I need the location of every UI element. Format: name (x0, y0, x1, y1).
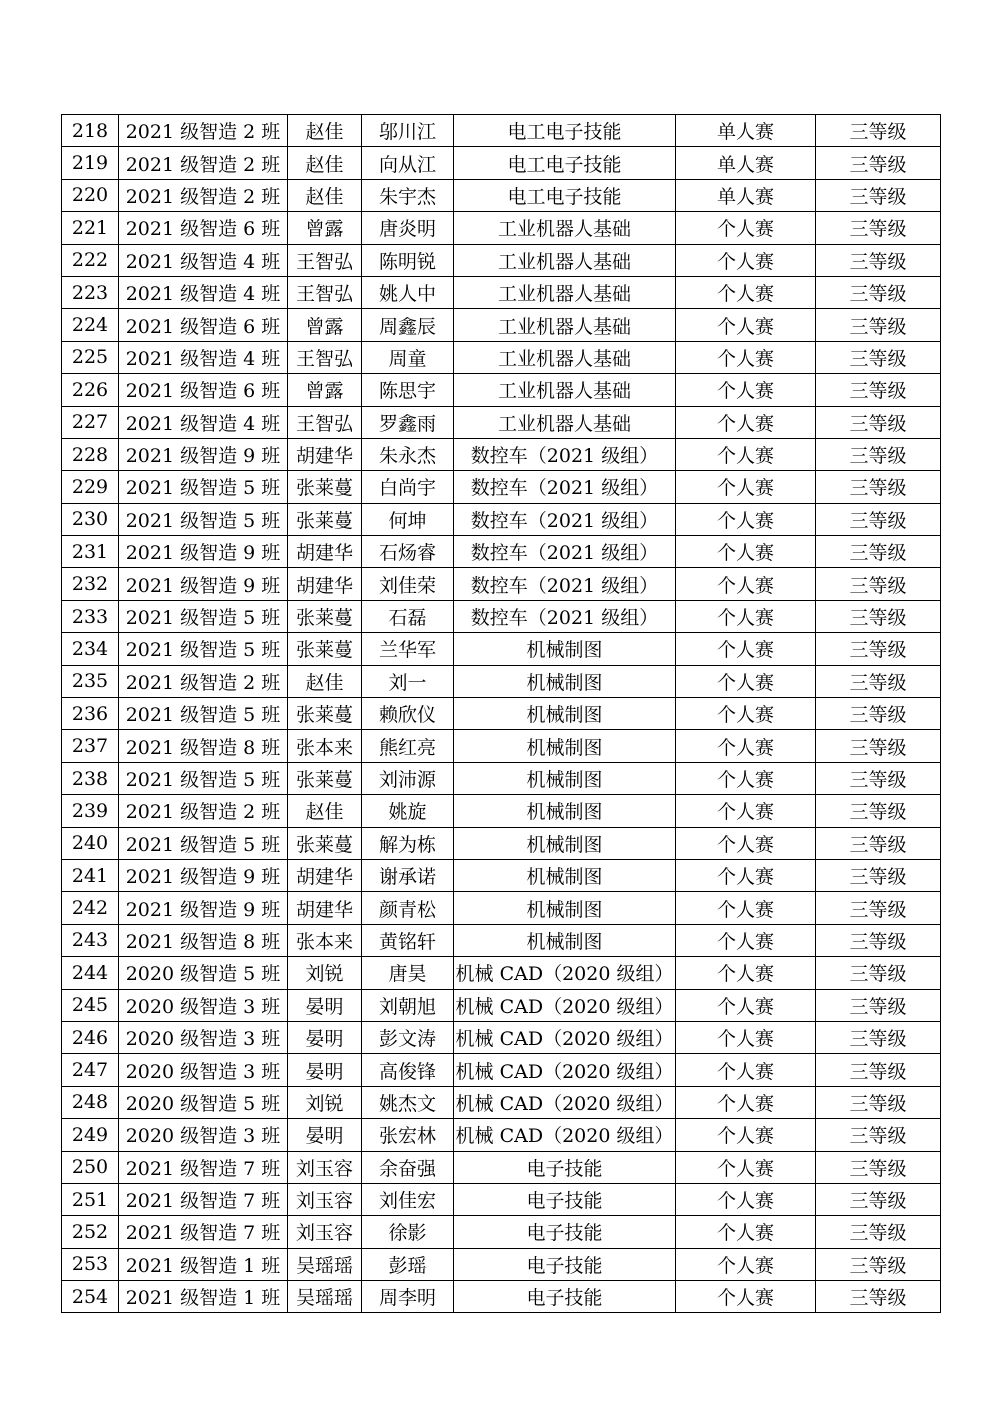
teacher-cell: 刘玉容 (288, 1151, 362, 1183)
class-cell: 2021 级智造 8 班 (119, 924, 288, 956)
table-row (62, 989, 941, 1021)
student-cell: 熊红亮 (362, 730, 454, 762)
teacher-cell: 张莱蔓 (288, 762, 362, 794)
row-number: 228 (62, 438, 119, 470)
class-cell: 2020 级智造 3 班 (119, 1054, 288, 1086)
competition-type-cell: 单人赛 (676, 115, 816, 147)
class-cell: 2021 级智造 9 班 (119, 536, 288, 568)
competition-type-cell: 个人赛 (676, 859, 816, 891)
student-cell: 陈思宇 (362, 374, 454, 406)
award-cell: 三等级 (816, 374, 941, 406)
row-number: 230 (62, 503, 119, 535)
class-cell: 2021 级智造 1 班 (119, 1248, 288, 1280)
row-number: 234 (62, 633, 119, 665)
teacher-cell: 张本来 (288, 924, 362, 956)
award-cell: 三等级 (816, 1216, 941, 1248)
row-number: 227 (62, 406, 119, 438)
row-number: 233 (62, 600, 119, 632)
event-cell: 数控车（2021 级组） (454, 503, 676, 535)
event-cell: 电子技能 (454, 1216, 676, 1248)
table-row (62, 1054, 941, 1086)
class-cell: 2021 级智造 4 班 (119, 406, 288, 438)
table-row (62, 795, 941, 827)
results-table-body (62, 115, 941, 1313)
class-cell: 2021 级智造 2 班 (119, 665, 288, 697)
teacher-cell: 张莱蔓 (288, 698, 362, 730)
student-cell: 周李明 (362, 1281, 454, 1313)
student-cell: 张宏林 (362, 1119, 454, 1151)
competition-type-cell: 个人赛 (676, 924, 816, 956)
row-number: 229 (62, 471, 119, 503)
competition-type-cell: 个人赛 (676, 1183, 816, 1215)
teacher-cell: 王智弘 (288, 244, 362, 276)
competition-type-cell: 个人赛 (676, 438, 816, 470)
event-cell: 工业机器人基础 (454, 244, 676, 276)
table-row (62, 924, 941, 956)
row-number: 253 (62, 1248, 119, 1280)
row-number: 248 (62, 1086, 119, 1118)
competition-type-cell: 个人赛 (676, 1119, 816, 1151)
table-row (62, 1151, 941, 1183)
teacher-cell: 刘锐 (288, 1086, 362, 1118)
event-cell: 数控车（2021 级组） (454, 600, 676, 632)
row-number: 238 (62, 762, 119, 794)
event-cell: 电工电子技能 (454, 115, 676, 147)
row-number: 241 (62, 859, 119, 891)
teacher-cell: 吴瑶瑶 (288, 1248, 362, 1280)
row-number: 246 (62, 1021, 119, 1053)
event-cell: 工业机器人基础 (454, 276, 676, 308)
competition-type-cell: 个人赛 (676, 989, 816, 1021)
award-cell: 三等级 (816, 309, 941, 341)
student-cell: 周童 (362, 341, 454, 373)
table-row (62, 762, 941, 794)
award-cell: 三等级 (816, 1021, 941, 1053)
competition-type-cell: 个人赛 (676, 471, 816, 503)
event-cell: 工业机器人基础 (454, 406, 676, 438)
competition-type-cell: 个人赛 (676, 1216, 816, 1248)
award-cell: 三等级 (816, 859, 941, 891)
table-row (62, 665, 941, 697)
row-number: 239 (62, 795, 119, 827)
row-number: 237 (62, 730, 119, 762)
competition-type-cell: 个人赛 (676, 1248, 816, 1280)
class-cell: 2021 级智造 9 班 (119, 892, 288, 924)
table-row (62, 1216, 941, 1248)
class-cell: 2021 级智造 9 班 (119, 438, 288, 470)
competition-type-cell: 个人赛 (676, 568, 816, 600)
teacher-cell: 张莱蔓 (288, 471, 362, 503)
event-cell: 工业机器人基础 (454, 341, 676, 373)
student-cell: 刘沛源 (362, 762, 454, 794)
table-row (62, 568, 941, 600)
event-cell: 机械制图 (454, 698, 676, 730)
class-cell: 2020 级智造 3 班 (119, 1021, 288, 1053)
competition-type-cell: 个人赛 (676, 633, 816, 665)
teacher-cell: 曾露 (288, 374, 362, 406)
award-cell: 三等级 (816, 341, 941, 373)
competition-type-cell: 个人赛 (676, 1086, 816, 1118)
table-row (62, 1281, 941, 1313)
student-cell: 姚旋 (362, 795, 454, 827)
class-cell: 2020 级智造 3 班 (119, 989, 288, 1021)
row-number: 223 (62, 276, 119, 308)
class-cell: 2021 级智造 2 班 (119, 147, 288, 179)
competition-type-cell: 单人赛 (676, 179, 816, 211)
award-cell: 三等级 (816, 438, 941, 470)
row-number: 243 (62, 924, 119, 956)
award-cell: 三等级 (816, 276, 941, 308)
class-cell: 2021 级智造 5 班 (119, 600, 288, 632)
student-cell: 彭瑶 (362, 1248, 454, 1280)
teacher-cell: 张莱蔓 (288, 827, 362, 859)
teacher-cell: 胡建华 (288, 536, 362, 568)
student-cell: 颜青松 (362, 892, 454, 924)
teacher-cell: 张本来 (288, 730, 362, 762)
table-row (62, 406, 941, 438)
competition-type-cell: 个人赛 (676, 212, 816, 244)
table-row (62, 309, 941, 341)
event-cell: 机械 CAD（2020 级组） (454, 989, 676, 1021)
award-cell: 三等级 (816, 633, 941, 665)
event-cell: 数控车（2021 级组） (454, 568, 676, 600)
award-cell: 三等级 (816, 503, 941, 535)
competition-type-cell: 个人赛 (676, 1021, 816, 1053)
award-cell: 三等级 (816, 989, 941, 1021)
student-cell: 白尚宇 (362, 471, 454, 503)
award-cell: 三等级 (816, 115, 941, 147)
table-row (62, 341, 941, 373)
row-number: 251 (62, 1183, 119, 1215)
class-cell: 2021 级智造 9 班 (119, 859, 288, 891)
event-cell: 电子技能 (454, 1281, 676, 1313)
competition-type-cell: 个人赛 (676, 698, 816, 730)
table-row (62, 147, 941, 179)
student-cell: 黄铭轩 (362, 924, 454, 956)
teacher-cell: 胡建华 (288, 568, 362, 600)
event-cell: 电工电子技能 (454, 147, 676, 179)
row-number: 236 (62, 698, 119, 730)
teacher-cell: 赵佳 (288, 179, 362, 211)
student-cell: 向从江 (362, 147, 454, 179)
event-cell: 机械制图 (454, 859, 676, 891)
teacher-cell: 赵佳 (288, 665, 362, 697)
competition-type-cell: 单人赛 (676, 147, 816, 179)
row-number: 235 (62, 665, 119, 697)
event-cell: 机械制图 (454, 730, 676, 762)
table-row (62, 1086, 941, 1118)
teacher-cell: 曾露 (288, 212, 362, 244)
student-cell: 高俊锋 (362, 1054, 454, 1086)
competition-type-cell: 个人赛 (676, 1281, 816, 1313)
table-row (62, 633, 941, 665)
class-cell: 2021 级智造 7 班 (119, 1151, 288, 1183)
teacher-cell: 张莱蔓 (288, 503, 362, 535)
teacher-cell: 胡建华 (288, 859, 362, 891)
table-row (62, 374, 941, 406)
row-number: 240 (62, 827, 119, 859)
row-number: 247 (62, 1054, 119, 1086)
award-cell: 三等级 (816, 1248, 941, 1280)
student-cell: 刘佳荣 (362, 568, 454, 600)
student-cell: 唐昊 (362, 957, 454, 989)
class-cell: 2021 级智造 2 班 (119, 115, 288, 147)
student-cell: 兰华军 (362, 633, 454, 665)
event-cell: 机械 CAD（2020 级组） (454, 1054, 676, 1086)
award-cell: 三等级 (816, 698, 941, 730)
event-cell: 数控车（2021 级组） (454, 536, 676, 568)
award-cell: 三等级 (816, 147, 941, 179)
student-cell: 周鑫辰 (362, 309, 454, 341)
student-cell: 朱宇杰 (362, 179, 454, 211)
award-cell: 三等级 (816, 730, 941, 762)
event-cell: 机械 CAD（2020 级组） (454, 1119, 676, 1151)
award-cell: 三等级 (816, 1183, 941, 1215)
teacher-cell: 张莱蔓 (288, 633, 362, 665)
student-cell: 何坤 (362, 503, 454, 535)
student-cell: 徐影 (362, 1216, 454, 1248)
teacher-cell: 王智弘 (288, 341, 362, 373)
competition-type-cell: 个人赛 (676, 1151, 816, 1183)
row-number: 222 (62, 244, 119, 276)
student-cell: 彭文涛 (362, 1021, 454, 1053)
award-cell: 三等级 (816, 600, 941, 632)
class-cell: 2020 级智造 3 班 (119, 1119, 288, 1151)
class-cell: 2021 级智造 5 班 (119, 762, 288, 794)
teacher-cell: 晏明 (288, 989, 362, 1021)
class-cell: 2021 级智造 6 班 (119, 212, 288, 244)
award-cell: 三等级 (816, 568, 941, 600)
student-cell: 罗鑫雨 (362, 406, 454, 438)
award-cell: 三等级 (816, 924, 941, 956)
teacher-cell: 刘锐 (288, 957, 362, 989)
row-number: 245 (62, 989, 119, 1021)
class-cell: 2020 级智造 5 班 (119, 957, 288, 989)
event-cell: 电工电子技能 (454, 179, 676, 211)
table-row (62, 957, 941, 989)
class-cell: 2021 级智造 2 班 (119, 795, 288, 827)
row-number: 226 (62, 374, 119, 406)
results-table (61, 114, 941, 1313)
teacher-cell: 曾露 (288, 309, 362, 341)
award-cell: 三等级 (816, 536, 941, 568)
class-cell: 2021 级智造 5 班 (119, 827, 288, 859)
teacher-cell: 刘玉容 (288, 1183, 362, 1215)
competition-type-cell: 个人赛 (676, 309, 816, 341)
row-number: 218 (62, 115, 119, 147)
row-number: 244 (62, 957, 119, 989)
award-cell: 三等级 (816, 665, 941, 697)
class-cell: 2021 级智造 6 班 (119, 374, 288, 406)
teacher-cell: 晏明 (288, 1054, 362, 1086)
table-row (62, 698, 941, 730)
competition-type-cell: 个人赛 (676, 795, 816, 827)
student-cell: 朱永杰 (362, 438, 454, 470)
award-cell: 三等级 (816, 471, 941, 503)
table-row (62, 827, 941, 859)
award-cell: 三等级 (816, 827, 941, 859)
event-cell: 机械制图 (454, 892, 676, 924)
competition-type-cell: 个人赛 (676, 406, 816, 438)
table-row (62, 438, 941, 470)
teacher-cell: 张莱蔓 (288, 600, 362, 632)
class-cell: 2021 级智造 4 班 (119, 276, 288, 308)
student-cell: 陈明锐 (362, 244, 454, 276)
row-number: 221 (62, 212, 119, 244)
teacher-cell: 胡建华 (288, 892, 362, 924)
table-row (62, 179, 941, 211)
event-cell: 机械制图 (454, 762, 676, 794)
event-cell: 机械 CAD（2020 级组） (454, 1021, 676, 1053)
row-number: 225 (62, 341, 119, 373)
teacher-cell: 胡建华 (288, 438, 362, 470)
table-row (62, 892, 941, 924)
student-cell: 刘一 (362, 665, 454, 697)
teacher-cell: 王智弘 (288, 406, 362, 438)
class-cell: 2021 级智造 5 班 (119, 503, 288, 535)
row-number: 250 (62, 1151, 119, 1183)
student-cell: 刘佳宏 (362, 1183, 454, 1215)
award-cell: 三等级 (816, 957, 941, 989)
class-cell: 2021 级智造 5 班 (119, 633, 288, 665)
row-number: 219 (62, 147, 119, 179)
table-row (62, 1183, 941, 1215)
award-cell: 三等级 (816, 244, 941, 276)
student-cell: 谢承诺 (362, 859, 454, 891)
event-cell: 数控车（2021 级组） (454, 471, 676, 503)
student-cell: 赖欣仪 (362, 698, 454, 730)
award-cell: 三等级 (816, 762, 941, 794)
table-row (62, 212, 941, 244)
student-cell: 刘朝旭 (362, 989, 454, 1021)
student-cell: 解为栋 (362, 827, 454, 859)
table-row (62, 503, 941, 535)
event-cell: 机械制图 (454, 924, 676, 956)
event-cell: 工业机器人基础 (454, 309, 676, 341)
competition-type-cell: 个人赛 (676, 762, 816, 794)
event-cell: 机械 CAD（2020 级组） (454, 957, 676, 989)
competition-type-cell: 个人赛 (676, 730, 816, 762)
teacher-cell: 赵佳 (288, 795, 362, 827)
teacher-cell: 晏明 (288, 1119, 362, 1151)
event-cell: 机械制图 (454, 665, 676, 697)
class-cell: 2021 级智造 1 班 (119, 1281, 288, 1313)
event-cell: 数控车（2021 级组） (454, 438, 676, 470)
event-cell: 机械制图 (454, 795, 676, 827)
table-row (62, 471, 941, 503)
competition-type-cell: 个人赛 (676, 276, 816, 308)
award-cell: 三等级 (816, 1054, 941, 1086)
award-cell: 三等级 (816, 1151, 941, 1183)
competition-type-cell: 个人赛 (676, 600, 816, 632)
table-row (62, 244, 941, 276)
student-cell: 余奋强 (362, 1151, 454, 1183)
table-row (62, 536, 941, 568)
row-number: 231 (62, 536, 119, 568)
table-row (62, 730, 941, 762)
event-cell: 工业机器人基础 (454, 374, 676, 406)
award-cell: 三等级 (816, 179, 941, 211)
class-cell: 2021 级智造 5 班 (119, 471, 288, 503)
competition-type-cell: 个人赛 (676, 244, 816, 276)
teacher-cell: 王智弘 (288, 276, 362, 308)
class-cell: 2021 级智造 4 班 (119, 341, 288, 373)
row-number: 224 (62, 309, 119, 341)
competition-type-cell: 个人赛 (676, 503, 816, 535)
event-cell: 电子技能 (454, 1183, 676, 1215)
class-cell: 2021 级智造 7 班 (119, 1183, 288, 1215)
event-cell: 机械制图 (454, 633, 676, 665)
competition-type-cell: 个人赛 (676, 892, 816, 924)
table-row (62, 859, 941, 891)
class-cell: 2021 级智造 8 班 (119, 730, 288, 762)
teacher-cell: 赵佳 (288, 147, 362, 179)
table-row (62, 115, 941, 147)
competition-type-cell: 个人赛 (676, 827, 816, 859)
class-cell: 2021 级智造 5 班 (119, 698, 288, 730)
event-cell: 电子技能 (454, 1248, 676, 1280)
competition-type-cell: 个人赛 (676, 665, 816, 697)
row-number: 242 (62, 892, 119, 924)
award-cell: 三等级 (816, 406, 941, 438)
award-cell: 三等级 (816, 1119, 941, 1151)
row-number: 249 (62, 1119, 119, 1151)
competition-type-cell: 个人赛 (676, 374, 816, 406)
competition-type-cell: 个人赛 (676, 1054, 816, 1086)
award-cell: 三等级 (816, 1086, 941, 1118)
student-cell: 姚人中 (362, 276, 454, 308)
student-cell: 石炀睿 (362, 536, 454, 568)
competition-type-cell: 个人赛 (676, 536, 816, 568)
event-cell: 机械制图 (454, 827, 676, 859)
class-cell: 2021 级智造 6 班 (119, 309, 288, 341)
competition-type-cell: 个人赛 (676, 341, 816, 373)
class-cell: 2021 级智造 9 班 (119, 568, 288, 600)
student-cell: 石磊 (362, 600, 454, 632)
competition-type-cell: 个人赛 (676, 957, 816, 989)
event-cell: 工业机器人基础 (454, 212, 676, 244)
teacher-cell: 刘玉容 (288, 1216, 362, 1248)
award-cell: 三等级 (816, 795, 941, 827)
award-cell: 三等级 (816, 892, 941, 924)
table-row (62, 1119, 941, 1151)
event-cell: 电子技能 (454, 1151, 676, 1183)
award-cell: 三等级 (816, 212, 941, 244)
student-cell: 姚杰文 (362, 1086, 454, 1118)
row-number: 220 (62, 179, 119, 211)
teacher-cell: 吴瑶瑶 (288, 1281, 362, 1313)
student-cell: 唐炎明 (362, 212, 454, 244)
row-number: 232 (62, 568, 119, 600)
table-row (62, 1248, 941, 1280)
student-cell: 邬川江 (362, 115, 454, 147)
row-number: 252 (62, 1216, 119, 1248)
table-row (62, 276, 941, 308)
event-cell: 机械 CAD（2020 级组） (454, 1086, 676, 1118)
teacher-cell: 晏明 (288, 1021, 362, 1053)
class-cell: 2021 级智造 7 班 (119, 1216, 288, 1248)
class-cell: 2020 级智造 5 班 (119, 1086, 288, 1118)
class-cell: 2021 级智造 4 班 (119, 244, 288, 276)
table-row (62, 1021, 941, 1053)
row-number: 254 (62, 1281, 119, 1313)
award-cell: 三等级 (816, 1281, 941, 1313)
class-cell: 2021 级智造 2 班 (119, 179, 288, 211)
table-row (62, 600, 941, 632)
teacher-cell: 赵佳 (288, 115, 362, 147)
